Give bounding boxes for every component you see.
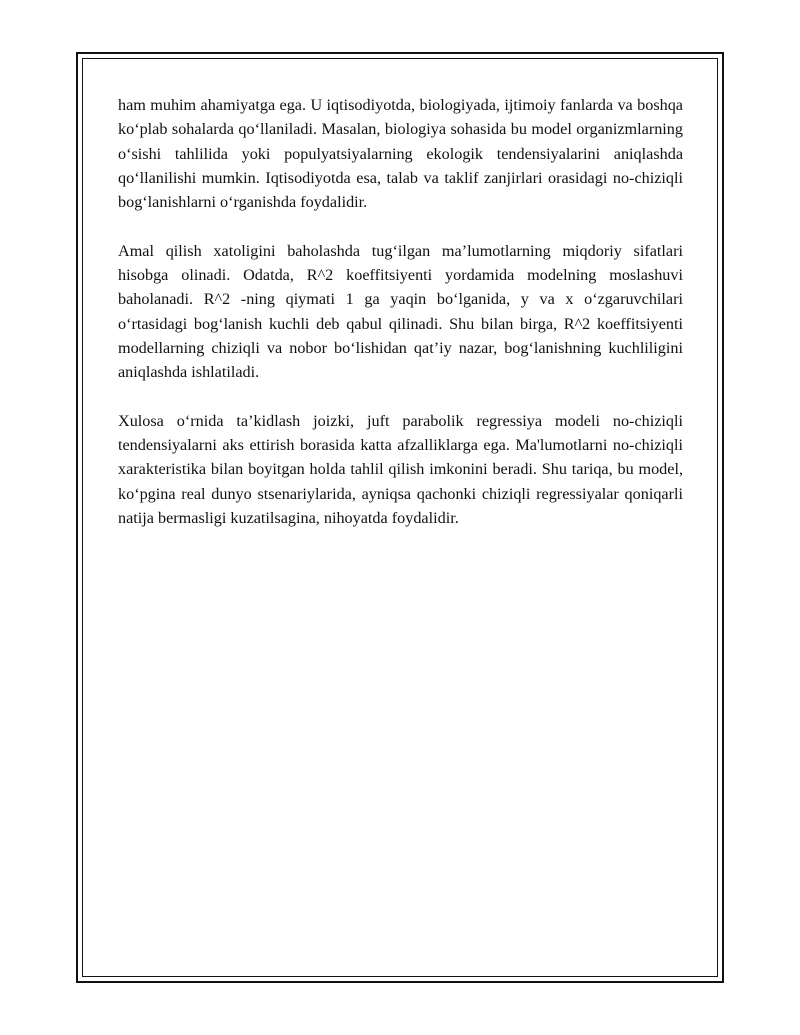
paragraph-conclusion: Xulosa o‘rnida ta’kidlash joizki, juft parabolik regressiya modeli no-chiziqli tendensiyalarni aks ettirish borasida katta afzalliklarga ega. Ma'lumotlarni no-chiziqli xarakteristika bilan boyitgan holda tahlil qilish imkonini beradi. Shu tariqa, bu model, ko‘pgina real dunyo stsenariylarida, ayniqsa qachonki chiziqli regressiyalar qoniqarli natija bermasligi kuzatilsagina, nihoyatda foydalidir. <box>118 411 683 528</box>
paragraph-applications: ham muhim ahamiyatga ega. U iqtisodiyotda, biologiyada, ijtimoiy fanlarda va boshqa ko‘plab sohalarda qo‘llaniladi. Masalan, biologiya sohasida bu model organizmlarning o‘sishi tahlilida yoki populyatsiyalarning ekologik tendensiyalarini aniqlashda qo‘llanilishi mumkin. Iqtisodiyotda esa, talab va taklif zanjirlari orasidagi no-chiziqli bog‘lanishlarni o‘rganishda foydalidir. <box>118 96 683 212</box>
document-body <box>118 93 683 555</box>
paragraph-error-evaluation: Amal qilish xatoligini baholashda tug‘ilgan ma’lumotlarning miqdoriy sifatlari hisobga olinadi. Odatda, R^2 koeffitsiyenti yordamida modelning moslashuvi baholanadi. R^2 -ning qiymati 1 ga yaqin bo‘lganida, y va x o‘zgaruvchilari o‘rtasidagi bog‘lanish kuchli deb qabul qilinadi. Shu bilan birga, R^2 koeffitsiyenti modellarning chiziqli va nobor bo‘lishidan qat’iy nazar, bog‘lanishning kuchliligini aniqlashda ishlatiladi. <box>118 241 683 382</box>
